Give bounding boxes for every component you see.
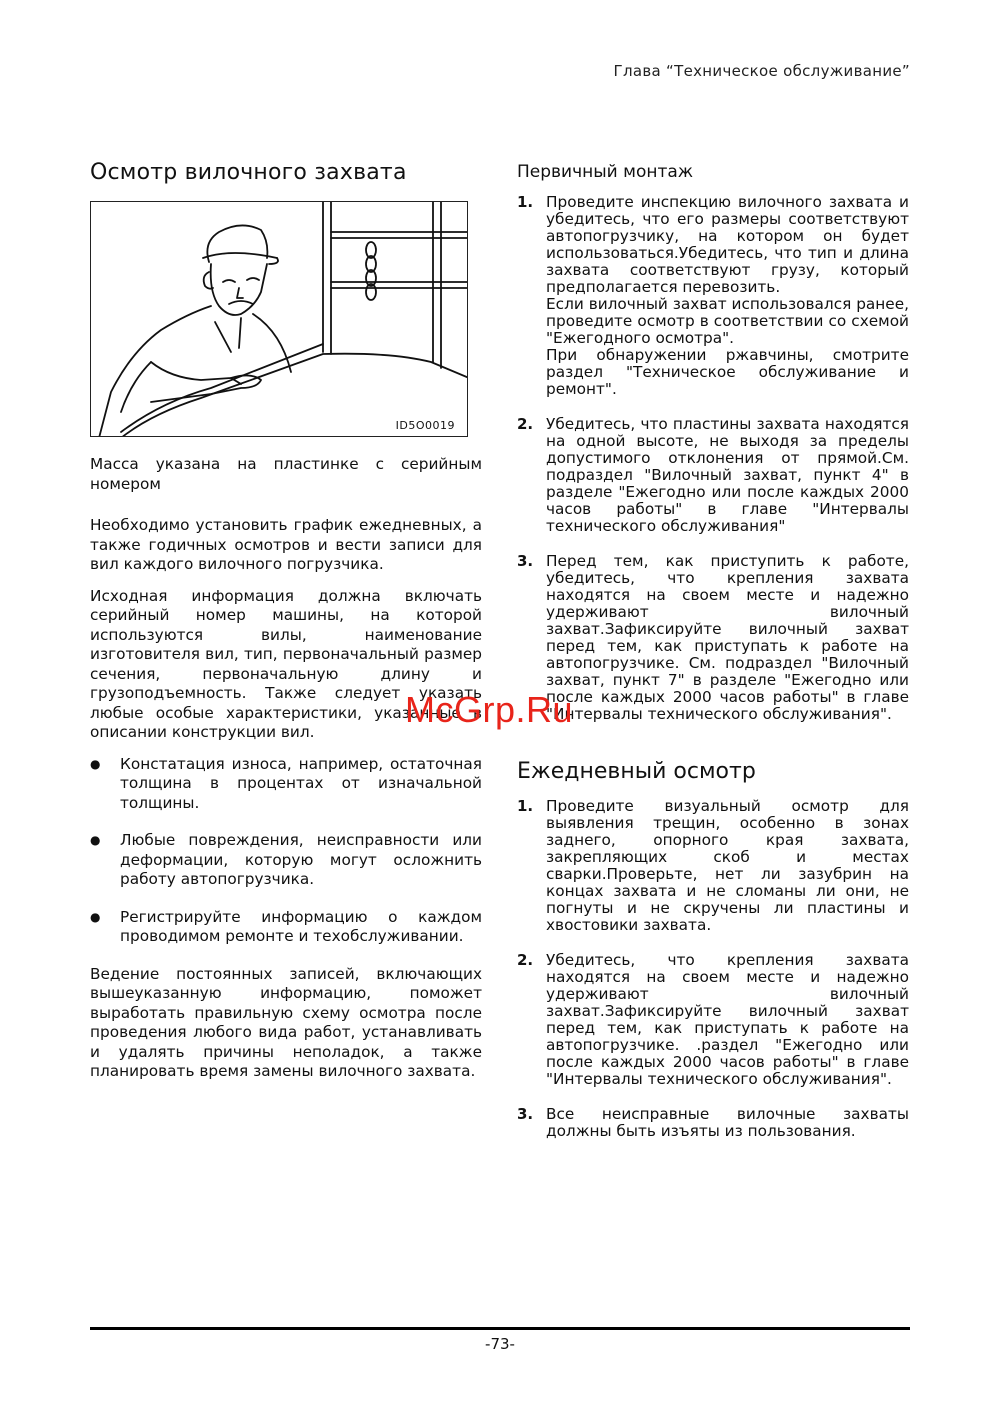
item-number: 2. [517, 951, 534, 969]
left-column [90, 160, 482, 1082]
section-title: Осмотр вилочного захвата [90, 160, 407, 185]
list-item [90, 908, 482, 947]
list-item [517, 1106, 909, 1140]
item-number: 1. [517, 797, 534, 815]
item-text-extra: Если вилочный захват использовался ранее, проведите осмотр в соответствии со схемой "Ежегодного осмотра". [546, 295, 909, 347]
bullet-text: Любые повреждения, неисправности или деформации, которую могут осложнить работу автопогрузчика. [120, 831, 482, 888]
item-number: 2. [517, 415, 534, 433]
bullet-icon: ● [90, 756, 101, 771]
page-number: -73- [485, 1335, 515, 1353]
subsection-title-initial: Первичный монтаж [517, 162, 694, 182]
item-number: 1. [517, 193, 534, 211]
forklift-operator-illustration [90, 201, 468, 437]
paragraph-schedule: Необходимо установить график ежедневных, а также годичных осмотров и вести записи для вил каждого вилочного погрузчика. [90, 516, 482, 573]
item-text: Все неисправные вилочные захваты должны быть изъяты из пользования. [546, 1105, 909, 1140]
bullet-icon: ● [90, 833, 101, 847]
record-bullet-list [90, 755, 482, 947]
operator-drawing [91, 202, 468, 437]
item-text: Убедитесь, что крепления захвата находятся на своем месте и надежно удерживают вилочный захват.Зафиксируйте вилочный захват перед тем, как приступать к работе на автопогрузчике. .раздел "Ежегодно или после каждых 2000 часов работы" в главе "Интервалы технического обслуживания". [546, 951, 909, 1088]
list-item [517, 194, 909, 398]
bullet-text: Регистрируйте информацию о каждом проводимом ремонте и техобслуживании. [120, 907, 482, 945]
watermark-logo: McGrp.Ru [405, 689, 574, 730]
running-header: Глава “Техническое обслуживание” [613, 62, 910, 80]
item-text: Убедитесь, что пластины захвата находятся на одной высоте, не выходя за пределы допустимого отклонения от прямой.См. подраздел "Вилочный захват, пункт 4" в разделе "Ежегодно или после каждых 2000 часов работы" в главе "Интервалы технического обслуживания" [546, 415, 909, 535]
item-text: Проведите визуальный осмотр для выявления трещин, особенно в зонах заднего, опорного края захвата, закрепляющих скоб и местах сварки.Проверьте, нет ли зазубрин на концах захвата и не сломаны ли они, не погнуты и не скручены ли пластины и хвостовики захвата. [546, 797, 909, 934]
bullet-icon: ● [90, 909, 101, 924]
figure-caption: Масса указана на пластинке с серийным номером [90, 455, 482, 493]
figure-code: ID5O0019 [395, 419, 455, 432]
list-item [90, 831, 482, 890]
item-text-extra: При обнаружении ржавчины, смотрите раздел "Техническое обслуживание и ремонт". [546, 346, 909, 398]
list-item [90, 755, 482, 814]
footer-divider [90, 1327, 910, 1330]
item-number: 3. [517, 1105, 534, 1123]
item-text: Перед тем, как приступить к работе, убедитесь, что крепления захвата находятся на своем месте и надежно удерживают вилочный захват.Зафиксируйте вилочный захват перед тем, как приступать к работе на автопогрузчике. См. подраздел "Вилочный захват, пункт 7" в разделе "Ежегодно или после каждых 2000 часов работы" в главе "Интервалы технического обслуживания". [546, 552, 909, 723]
bullet-text: Констатация износа, например, остаточная толщина в процентах от изначальной толщины. [120, 754, 482, 812]
right-column [517, 160, 909, 1156]
list-item [517, 553, 909, 723]
paragraph-initial-info: Исходная информация должна включать серийный номер машины, на которой используются вилы, наименование изготовителя вил, тип, первоначальный размер сечения, первоначальную длину и грузоподъемность. Также следует указать любые особые характеристики, указанные в описании конструкции вил. [90, 586, 482, 741]
item-number: 3. [517, 552, 534, 570]
list-item [517, 952, 909, 1088]
list-item [517, 416, 909, 535]
list-item [517, 798, 909, 934]
section-title-daily: Ежедневный осмотр [517, 759, 756, 784]
item-text: Проведите инспекцию вилочного захвата и убедитесь, что его размеры соответствуют автопогрузчику, на котором он будет использоваться.Убедитесь, что тип и длина захвата соответствуют грузу, который предполагается перевозить. [546, 193, 909, 296]
paragraph-records: Ведение постоянных записей, включающих вышеуказанную информацию, поможет выработать правильную схему осмотра после проведения любого вида работ, устанавливать и удалять причины неполадок, а также планировать время замены вилочного захвата. [90, 964, 482, 1080]
